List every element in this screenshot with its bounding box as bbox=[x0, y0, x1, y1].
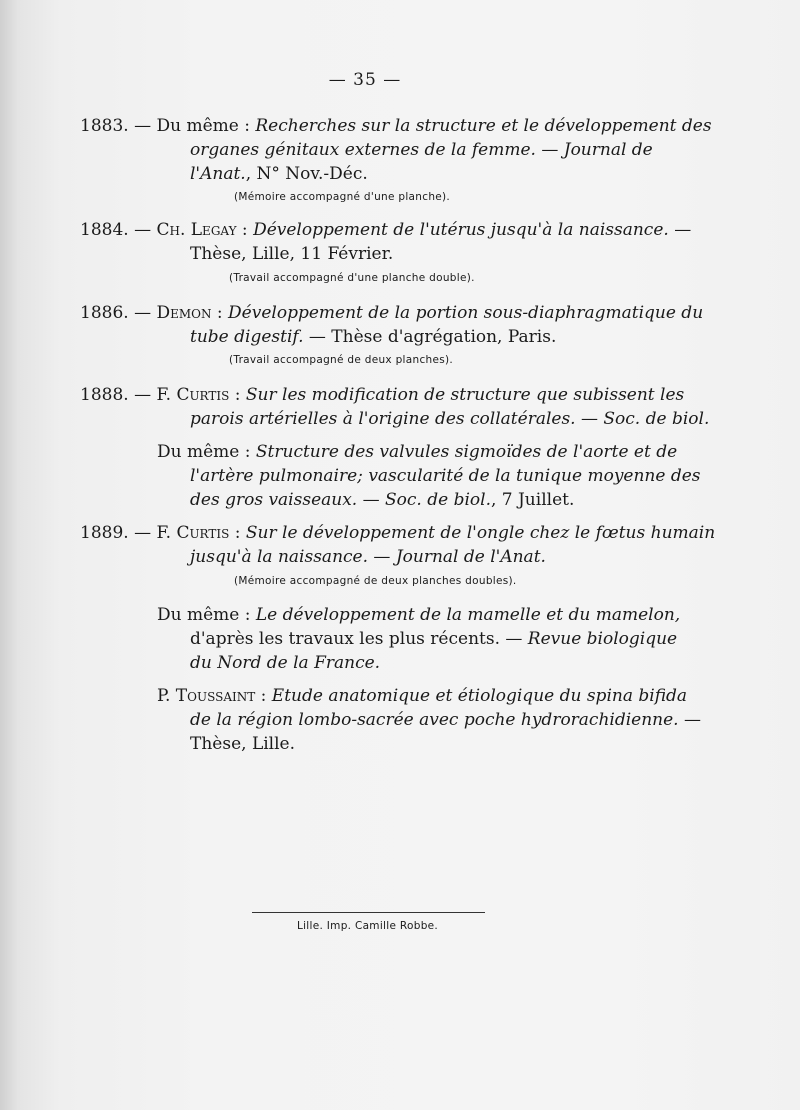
entry-dash-end: — bbox=[678, 710, 701, 730]
entry-author: P. Toussaint bbox=[157, 686, 256, 706]
entry-title: Développement de la portion sous-diaphragmatique du bbox=[228, 303, 704, 323]
entry-journal-continued: l'Anat. bbox=[190, 164, 246, 184]
entry-separator: — bbox=[357, 490, 386, 510]
entry-title-continued: parois artérielles à l'origine des collatérales. bbox=[190, 409, 576, 429]
printer-imprint: Lille. Imp. Camille Robbe. bbox=[296, 920, 439, 932]
entry-journal: Journal de bbox=[563, 140, 653, 160]
entry-note: (Mémoire accompagné d'une planche). bbox=[234, 191, 451, 203]
entry-publication: Thèse, Lille, 11 Février. bbox=[190, 244, 394, 264]
entry-dash: — bbox=[134, 116, 152, 136]
entry-title-continued: tube digestif. bbox=[190, 327, 304, 347]
entry-author: F. Curtis bbox=[156, 523, 230, 543]
entry-year: 1883. bbox=[80, 116, 129, 136]
entry-publication: — Thèse d'agrégation, Paris. bbox=[303, 327, 557, 347]
entry-date: , 7 Juillet. bbox=[490, 490, 575, 510]
entry-author: Du même bbox=[156, 116, 239, 136]
entry-dash: — bbox=[134, 385, 152, 405]
entry-separator: — bbox=[575, 409, 604, 429]
entry-dash: — bbox=[134, 523, 152, 543]
document-page: — 35 — 1883. — Du même : Recherches sur la structure et le développement des organes génitaux externes de la femme. — Journal de l'Anat., N° Nov.-Déc. (Mémoire accompagné d'une planche). 1884. — Ch. Legay : Développement de l'utérus jusqu'à la naissance. — Thèse, Lille, 11 Février. (Travail accompagné d'une planche double). 1886. — Demon : Développement de la portion sous-diaphragmatique du tube digestif. — Thèse d'agrégation, Paris. (Travail accompagné de deux planches). 1888. — F. Curtis : Sur les modification de structure que subissent les parois artérielles à l'origine des collatérales. — Soc. de biol. Du même : Structure des valvules sigmoïdes de l'aorte et de l'artère pulmonaire; vascularité de la tunique moyenne des des gros vaisseaux. — Soc. de biol., 7 Juillet. 1889. — F. Curtis : Sur le développement de l'ongle chez le fœtus humain jusqu'à la naissance. — Journal de l'Anat. (Mémoire accompagné de deux planches doubles). Du même : Le développement de la mamelle et du mamelon, d'après les travaux les plus récents. — Revue biologique du Nord de la France. P. Toussaint : Etude anatomique et étiologique du spina bifida de la région lombo-sacrée avec poche hydrorachidienne. — Thèse, Lille. Lille. Imp. Camille Robbe. bbox=[0, 0, 800, 1110]
entry-title: Recherches sur la structure et le développement des bbox=[255, 116, 712, 136]
entry-journal: Journal de l'Anat. bbox=[395, 547, 546, 567]
entry-title: Le développement de la mamelle et du mamelon, bbox=[255, 605, 681, 625]
entry-journal-continued: du Nord de la France. bbox=[190, 653, 381, 673]
entry-year: 1884. bbox=[80, 220, 129, 240]
entry-title-continued: de la région lombo-sacrée avec poche hydrorachidienne. bbox=[190, 710, 679, 730]
entry-author: Demon bbox=[156, 303, 212, 323]
entry-separator: — bbox=[499, 629, 528, 649]
entry-title: Sur le développement de l'ongle chez le fœtus humain bbox=[245, 523, 716, 543]
entry-journal: Soc. de biol. bbox=[385, 490, 491, 510]
entry-title-continued: organes génitaux externes de la femme. bbox=[190, 140, 536, 160]
entry-title-continued: l'artère pulmonaire; vascularité de la tunique moyenne des bbox=[190, 466, 701, 486]
entry-title-continued: d'après les travaux les plus récents. bbox=[190, 629, 500, 649]
entry-author: Du même bbox=[157, 442, 240, 462]
entry-author: Ch. Legay bbox=[156, 220, 237, 240]
entry-year: 1889. bbox=[80, 523, 129, 543]
entry-note: (Travail accompagné d'une planche double). bbox=[229, 272, 475, 284]
entry-title-continued: jusqu'à la naissance. bbox=[190, 547, 369, 567]
entry-year: 1888. bbox=[80, 385, 129, 405]
entry-journal: Revue biologique bbox=[527, 629, 678, 649]
entry-title: Structure des valvules sigmoïdes de l'aorte et de bbox=[255, 442, 678, 462]
entry-issue: , N° Nov.-Déc. bbox=[245, 164, 368, 184]
entry-publication: Thèse, Lille. bbox=[190, 734, 296, 754]
entry-title: Etude anatomique et étiologique du spina bifida bbox=[271, 686, 688, 706]
entry-title-continued-2: des gros vaisseaux. bbox=[190, 490, 358, 510]
entry-dash-end: — bbox=[668, 220, 692, 240]
entry-dash: — bbox=[134, 220, 152, 240]
entry-separator: — bbox=[368, 547, 396, 567]
entry-dash: — bbox=[134, 303, 152, 323]
entry-note: (Mémoire accompagné de deux planches doubles). bbox=[234, 575, 517, 587]
entry-title: Développement de l'utérus jusqu'à la naissance. bbox=[253, 220, 669, 240]
footer-rule bbox=[252, 912, 485, 913]
entry-journal: Soc. de biol. bbox=[603, 409, 710, 429]
entry-author: F. Curtis bbox=[156, 385, 230, 405]
entry-note: (Travail accompagné de deux planches). bbox=[229, 354, 454, 366]
entry-separator: — bbox=[535, 140, 564, 160]
page-number: — 35 — bbox=[328, 70, 402, 90]
entry-year: 1886. bbox=[80, 303, 129, 323]
entry-title: Sur les modification de structure que subissent les bbox=[245, 385, 685, 405]
entry-author: Du même bbox=[157, 605, 240, 625]
